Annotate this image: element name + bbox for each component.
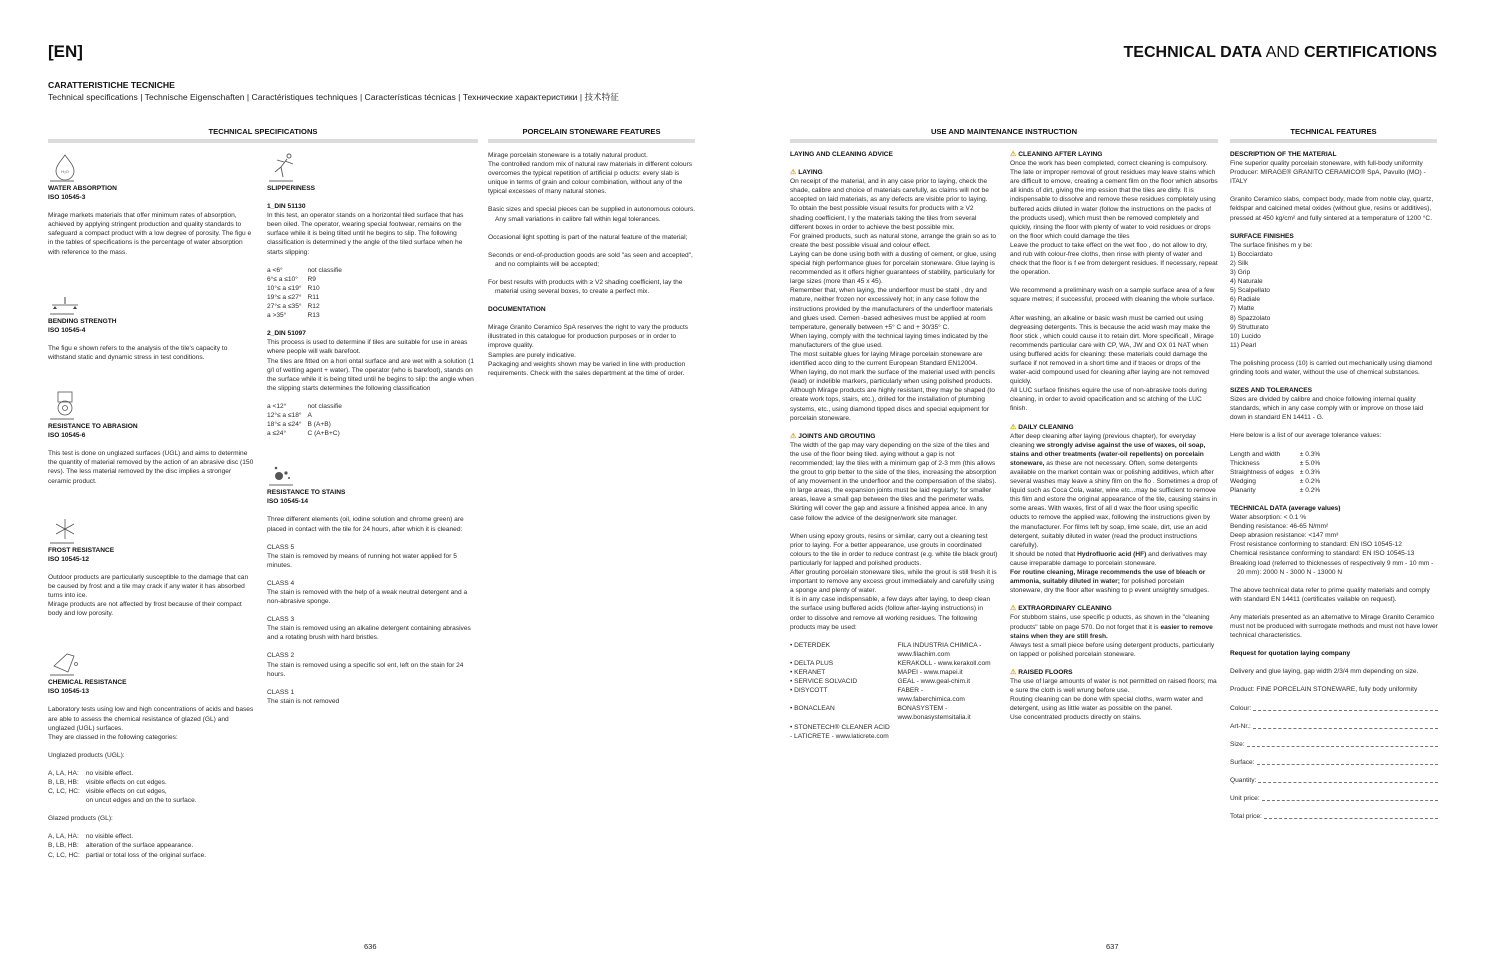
table-cell: KERAKOLL - www.kerakoll.com xyxy=(897,659,991,667)
table-row xyxy=(790,659,998,668)
paragraph: CLASS 1 The stain is not removed xyxy=(267,688,340,705)
table-cell: visible effects on cut edges, on uncut edges and on the to surface. xyxy=(85,788,197,805)
text: For stubborn stains, use specific p oducts, as shown in the "cleaning products" table on page 570. Do not forget that it is xyxy=(1010,614,1210,631)
section-header-use-maintenance: USE AND MAINTENANCE INSTRUCTION xyxy=(930,127,1078,136)
table-cell: Wedging xyxy=(1230,477,1256,485)
warning-heading xyxy=(790,432,998,441)
text: After deep cleaning after laying (previous chapter), for everyday cleaning xyxy=(1010,432,1196,449)
form-field-label: Surface: xyxy=(1230,758,1255,766)
warning-icon: ⚠ xyxy=(1010,423,1017,431)
table-cell: visible effects on cut edges. xyxy=(85,779,167,786)
form-field-label: Colour: xyxy=(1230,704,1252,712)
table-cell: GEAL - www.geal-chim.it xyxy=(897,678,971,686)
bold-text: For routine cleaning, Mirage recommends the use of bleach or ammonia, suitably diluted in water; xyxy=(1010,569,1206,586)
heading: 2_DIN 51097 xyxy=(267,330,306,338)
table-cell: a ≤24° xyxy=(267,430,287,438)
paragraph: CLASS 5 The stain is removed by means of running hot water applied for 5 minutes. xyxy=(267,543,457,569)
form-field-line xyxy=(1264,812,1438,819)
table-row xyxy=(48,769,203,778)
heading: LAYING AND CLEANING ADVICE xyxy=(790,151,893,158)
warning-icon: ⚠ xyxy=(1010,668,1017,676)
paragraph: The polishing process (10) is carried out mechanically using diamond grinding tools and water, without the use of chemical substances. xyxy=(1230,359,1432,376)
text: Always test a small piece before using detergent products, particularly on lapped or polished porcelain stoneware. xyxy=(1010,641,1215,658)
paragraph xyxy=(1010,613,1218,658)
table-cell: ± 0.3% xyxy=(1299,468,1321,476)
table-cell: MAPEI - www.mapei.it xyxy=(897,668,963,676)
table-row xyxy=(267,293,348,302)
heading: TECHNICAL DATA (average values) xyxy=(1230,505,1341,512)
warning-heading-label: DAILY CLEANING xyxy=(1018,423,1074,431)
table-cell: FABER - www.faberchimica.com xyxy=(897,687,965,704)
heading: SURFACE FINISHES xyxy=(1230,232,1294,240)
paragraph: Delivery and glue laying, gap width 2/3/4 mm depending on size. xyxy=(1230,668,1419,676)
form-field-line xyxy=(1257,758,1438,765)
table-cell: • DETERDEK xyxy=(790,641,831,649)
paragraph: Any materials presented as an alternative to Mirage Granito Ceramico must not be produced with surrogate methods and must not have lower technical characteristics. xyxy=(1230,613,1438,640)
value-table xyxy=(267,266,348,321)
form-field-label: Art-Nr.: xyxy=(1230,722,1251,730)
table-cell: not classifie xyxy=(307,266,342,274)
table-cell: C, LC, HC: xyxy=(48,788,80,796)
table-cell: 12°≤ a ≤18° xyxy=(267,411,302,419)
table-row xyxy=(267,311,348,320)
table-cell: a <12° xyxy=(267,402,287,410)
form-field-line xyxy=(1262,794,1438,801)
divider xyxy=(790,139,1218,143)
warning-icon: ⚠ xyxy=(790,169,797,177)
paragraph: Glazed products (GL): xyxy=(48,815,113,823)
bold-text: easier to remove stains when they are still fresh. xyxy=(1010,623,1213,640)
stain-icon xyxy=(267,456,301,486)
table-cell: a <6° xyxy=(267,266,283,274)
section-header-technical-specifications: TECHNICAL SPECIFICATIONS xyxy=(208,127,318,136)
table-cell: no visible effect. xyxy=(85,769,134,777)
snowflake-icon xyxy=(48,514,82,544)
column-laying-advice xyxy=(790,150,998,741)
table-row xyxy=(267,275,348,284)
text: for polished porcelain stoneware, dry the floor after washing to p event unsightly smudges. xyxy=(1010,578,1210,595)
bullet-list xyxy=(488,205,696,296)
list-item: Breaking load (referred to thicknesses of respectively 9 mm - 10 mm - 20 mm): 2000 N - 3000 N - 13000 N xyxy=(1230,559,1434,576)
paragraph: Granito Ceramico slabs, compact body, made from noble clay, quartz, feldspar and calcined metal oxides (without glue, resins or additives), pressed at 450 kg/cm² and fully sintered at a temperature of 1200 °C. xyxy=(1230,196,1434,222)
paragraph: The above technical data refer to prime quality materials and comply with standard EN 14411 (certificates vailable on request). xyxy=(1230,586,1430,603)
table-row xyxy=(790,723,998,741)
bending-strength-icon xyxy=(48,285,82,315)
table-cell: • DISYCOTT xyxy=(790,687,828,695)
table-cell: R10 xyxy=(307,284,320,292)
warning-heading xyxy=(1010,150,1218,159)
table-row xyxy=(48,832,212,841)
bold-text: Hydrofluoric acid (HF) xyxy=(1077,550,1147,558)
table-cell: ± 0.2% xyxy=(1299,477,1321,485)
paragraph: Product: FINE PORCELAIN STONEWARE, fully body uniformity xyxy=(1230,686,1418,694)
language-label: [EN] xyxy=(48,42,83,61)
heading: Request for quotation laying company xyxy=(1230,650,1351,658)
table-cell: a >35° xyxy=(267,312,287,320)
warning-heading-label: LAYING xyxy=(798,169,823,177)
warning-heading xyxy=(1010,668,1218,677)
value-table xyxy=(267,402,348,438)
paragraph: Mirage markets materials that offer minimum rates of absorption, achieved by applying stringent production and quality standards to safeguard a compact product with a low degree of porosity. The figu e in the tables of specifications is the percentage of water absorption with reference to the mass. xyxy=(48,212,252,256)
heading: FROST RESISTANCE ISO 10545-12 xyxy=(48,546,115,563)
warning-icon: ⚠ xyxy=(1010,605,1017,613)
table-cell: C, LC, HC: xyxy=(48,851,80,859)
paragraph: Mirage porcelain stoneware is a totally natural product. The controlled random mix of natural raw materials in different colours overcomes the typical repetition of artificial p oducts: every slab is unique in terms of grain and colour combination, without any of the typical excesses of many natural stones. xyxy=(488,152,693,196)
warning-heading-label: CLEANING AFTER LAYING xyxy=(1018,151,1103,158)
text: and derivatives may cause irreparable damage to porcelain stoneware. xyxy=(1010,550,1207,567)
title-part-1: TECHNICAL DATA xyxy=(1123,44,1263,61)
table-row xyxy=(790,641,998,659)
table-cell: ± 5.0% xyxy=(1299,459,1321,467)
list-item: Chemical resistance conforming to standard: EN ISO 10545-13 xyxy=(1230,550,1415,558)
table-row xyxy=(1230,459,1326,468)
table-row xyxy=(48,787,203,805)
paragraph: CLASS 2 The stain is removed using a specific sol ent, left on the stain for 24 hours. xyxy=(267,652,464,678)
value-table xyxy=(48,832,212,859)
warning-heading xyxy=(1010,604,1218,613)
translations-line: Technical specifications | Technische Eigenschaften | Caractéristiques techniques | Características técnicas | Технические характеристики | 技术特征 xyxy=(48,92,619,102)
form-field xyxy=(1230,794,1438,803)
heading: BENDING STRENGTH ISO 10545-4 xyxy=(48,317,117,334)
table-cell xyxy=(897,723,998,741)
table-cell: B (A+B) xyxy=(307,421,331,429)
table-cell: ± 0.3% xyxy=(1299,450,1321,458)
paragraph: Mirage Granito Ceramico SpA reserves the right to vary the products illustrated in this catalogue for production purposes or in order to improve quality. Samples are purely indicative. Packaging and weights shown may be varied in line with production requirements. Check with the sales department at the time of order. xyxy=(488,324,689,377)
table-row xyxy=(48,841,212,850)
list-item: Deep abrasion resistance: <147 mm³ xyxy=(1230,532,1339,540)
table-row xyxy=(267,429,348,438)
table-cell: • SERVICE SOLVACID xyxy=(790,678,858,686)
table-cell: 19°≤ a ≤27° xyxy=(267,293,302,301)
heading: DOCUMENTATION xyxy=(488,306,546,314)
heading: SIZES AND TOLERANCES xyxy=(1230,387,1313,395)
warning-icon: ⚠ xyxy=(1010,151,1017,158)
heading: RESISTANCE TO ABRASION ISO 10545-6 xyxy=(48,423,138,440)
title-part-3: CERTIFICATIONS xyxy=(1303,44,1437,61)
heading: RESISTANCE TO STAINS ISO 10545-14 xyxy=(267,489,346,506)
table-cell: Length and width xyxy=(1230,450,1281,458)
table-cell: 18°≤ a ≤24° xyxy=(267,421,302,429)
table-cell: R13 xyxy=(307,312,320,320)
column-technical-features xyxy=(1230,150,1438,821)
table-cell: 10°≤ a ≤19° xyxy=(267,284,302,292)
column-porcelain-features xyxy=(488,151,696,378)
paragraph: Once the work has been completed, correct cleaning is compulsory. The late or improper removal of grout residues may leave stains which are difficult to emove, creating a cement film on the floor which absorbs all kinds of dirt, giving the imp ession that the tiles are dirty. It is indispensable to dissolve and remove these residues completely using buffered acids diluted in water (follow the instructions on the packs of the products used), which must then be removed completely and quickly, rinsing the floor with plenty of water to void residues or drops on the floor which could damage the tiles Leave the product to take effect on the wet floo , do not allow to dry, and rub with colour-free cloths, then rinse with plenty of water and check that the floor is f ee from detergent residues. If necessary, repeat the operation. xyxy=(1010,160,1218,277)
section-header-technical-features: TECHNICAL FEATURES xyxy=(1290,127,1377,136)
water-drop-icon xyxy=(48,152,82,182)
heading: SLIPPERINESS xyxy=(267,185,316,192)
table-cell: • DELTA PLUS xyxy=(790,659,834,667)
table-cell: A xyxy=(307,411,312,419)
list-item: Water absorption: < 0.1 % xyxy=(1230,514,1307,522)
table-row xyxy=(790,704,998,722)
form-field-label: Size: xyxy=(1230,740,1245,748)
table-cell: FILA INDUSTRIA CHIMICA - www.filachim.com xyxy=(897,641,982,658)
table-cell: no visible effect. xyxy=(85,833,134,841)
column-technical-specs-right xyxy=(267,152,475,706)
table-row xyxy=(48,778,203,787)
table-row xyxy=(267,284,348,293)
paragraph: Three different elements (oil, iodine solution and chrome green) are placed in contact with the tile for 24 hours, after which it is cleaned: xyxy=(267,516,464,533)
table-cell: • KERANET xyxy=(790,668,826,676)
paragraph: The width of the gap may vary depending on the size of the tiles and the use of the floor being tiled. aying without a gap is not recommended; lay the tiles with a minimum gap of 2-3 mm (this allows the grout to grip better to the side of the tiles, increasing the absorption of any movement in the underfloor and the compensation of the slabs). In large areas, the expansion joints must be laid regularly; for smaller areas, leave a small gap between the tiles and the perimeter walls. Skirting will cover the gap and assure a finished appea ance. In any case follow the advice of the designer/work site manager. xyxy=(790,441,997,522)
paragraph: The surface finishes m y be: 1) Bocciardato 2) Silk 3) Grip 4) Naturale 5) Scalpellato 6) Radiale 7) Matte 8) Spazzolato 9) Strutturato 10) Lucido 11) Pearl xyxy=(1230,241,1313,349)
paragraph: The use of large amounts of water is not permitted on raised floors; ma e sure the cloth is well wrung before use. Routing cleaning can be done with special cloths, warm water and detergent, using as little water as possible on the panel. Use concentrated products directly on stains. xyxy=(1010,677,1217,722)
paragraph: Sizes are divided by calibre and choice following internal quality standards, which in any case comply with or improve on those laid down in standard EN 14411 - G. xyxy=(1230,396,1424,422)
value-table xyxy=(790,641,998,741)
table-row xyxy=(267,420,348,429)
table-row xyxy=(267,266,348,275)
table-row xyxy=(1230,468,1326,477)
table-row xyxy=(1230,486,1326,495)
column-technical-specs-left xyxy=(48,152,256,860)
paragraph: This process is used to determine if tiles are suitable for use in areas where people will walk barefoot. The tiles are fitted on a hori ontal surface and are wet with a solution (1 g/l of wetting agent + water). The operator (who is barefoot), stands on the surface while it is being tilted until he begins to slip: the angle when the slipping starts determines the following classification xyxy=(267,339,475,392)
table-cell: R11 xyxy=(307,293,320,301)
section-header-porcelain-features: PORCELAIN STONEWARE FEATURES xyxy=(522,127,661,136)
table-row xyxy=(1230,477,1326,486)
list-item: Seconds or end-of-production goods are sold "as seen and accepted", and no complaints will be accepted; xyxy=(488,251,693,268)
heading: CHEMICAL RESISTANCE ISO 10545-13 xyxy=(48,679,127,696)
heading: 1_DIN 51130 xyxy=(267,203,306,211)
page-title xyxy=(1124,44,1437,62)
form-field-line xyxy=(1258,776,1438,783)
paragraph: Here below is a list of our average tolerance values: xyxy=(1230,432,1382,440)
paragraph: CLASS 4 The stain is removed with the help of a weak neutral detergent and a non-abrasive sponge. xyxy=(267,579,468,606)
paragraph: The figu e shown refers to the analysis of the tile's capacity to withstand static and dynamic stress in test conditions. xyxy=(48,344,228,361)
table-cell: R12 xyxy=(307,303,320,311)
paragraph: Laboratory tests using low and high concentrations of acids and bases are able to assess the chemical resistance of glazed (GL) and unglazed (UGL) surfaces. They are classed in the following categories: xyxy=(48,706,254,741)
form-field xyxy=(1230,776,1438,785)
heading: WATER ABSORPTION ISO 10545-3 xyxy=(48,185,117,202)
list-item: Occasional light spotting is part of the natural feature of the material; xyxy=(488,233,688,241)
title-part-2: AND xyxy=(1262,44,1304,61)
form-field-line xyxy=(1253,722,1438,729)
value-table xyxy=(48,769,203,805)
paragraph: This test is done on unglazed surfaces (UGL) and aims to determine the quantity of material removed by the action of an abrasive disc (150 revs). The less material removed by the disc implies a stronger ceramic product. xyxy=(48,450,254,485)
form-field xyxy=(1230,812,1438,821)
table-cell: Planarity xyxy=(1230,486,1256,494)
form-field-line xyxy=(1253,704,1438,711)
table-cell: C (A+B+C) xyxy=(307,430,340,438)
paragraph: CLASS 3 The stain is removed using an alkaline detergent containing abrasives and a rotating brush with hard bristles. xyxy=(267,616,471,642)
table-cell: Straightness of edges xyxy=(1230,468,1294,476)
table-row xyxy=(1230,450,1326,459)
divider xyxy=(1230,139,1437,143)
table-cell: A, LA, HA: xyxy=(48,833,79,841)
table-cell: 6°≤ a ≤10° xyxy=(267,275,298,283)
table-cell: not classifie xyxy=(307,402,342,410)
form-field-label: Total price: xyxy=(1230,813,1262,821)
table-row xyxy=(790,686,998,704)
list-item: Bending resistance: 46-65 N/mm² xyxy=(1230,523,1329,531)
divider xyxy=(48,139,478,143)
paragraph: Fine superior quality porcelain stoneware, with full-body uniformity Producer: MIRAGE® GRANITO CERAMICO® SpA, Pavullo (MO) - ITALY xyxy=(1230,160,1426,186)
divider xyxy=(488,139,695,143)
table-cell: Thickness xyxy=(1230,459,1260,467)
table-cell: B, LB, HB: xyxy=(48,842,79,850)
form-field xyxy=(1230,740,1438,749)
svg-text:H₂O: H₂O xyxy=(61,169,69,174)
page-number-right: 637 xyxy=(1106,942,1119,951)
table-cell: alteration of the surface appearance. xyxy=(85,842,194,850)
form-field-label: Quantity: xyxy=(1230,776,1257,784)
table-row xyxy=(790,677,998,686)
list-item: Frost resistance conforming to standard: EN ISO 10545-12 xyxy=(1230,541,1402,549)
table-cell: partial or total loss of the original surface. xyxy=(85,851,207,859)
paragraph: We recommend a preliminary wash on a sample surface area of a few square metres; if successful, proceed with cleaning the whole surface. xyxy=(1010,287,1215,304)
paragraph: Unglazed products (UGL): xyxy=(48,751,125,759)
warning-heading xyxy=(790,168,998,177)
table-row xyxy=(48,851,212,860)
form-field xyxy=(1230,704,1438,713)
form-field xyxy=(1230,758,1438,767)
form-field-label: Unit price: xyxy=(1230,794,1260,802)
heading: DESCRIPTION OF THE MATERIAL xyxy=(1230,151,1337,158)
paragraph: When using epoxy grouts, resins or similar, carry out a cleaning test prior to laying. For a better appearance, use grouts in coordinated colours to the tile in order to reduce contrast (e.g. white tile black grout) particularly for lapped and polished products. After grouting porcelain stoneware tiles, while the grout is still fresh it is important to remove any excess grout immediately and carefully using a sponge and plenty of water. It is in any case indispensable, a few days after laying, to deep clean the surface using buffered acids (follow after-laying instructions) in order to dissolve and remove all working residues. The following products may be used: xyxy=(790,532,998,631)
table-cell: B, LB, HB: xyxy=(48,779,79,786)
warning-icon: ⚠ xyxy=(790,432,797,440)
bullet-list xyxy=(1230,513,1438,577)
value-table xyxy=(1230,450,1326,495)
table-row xyxy=(790,668,998,677)
flask-icon xyxy=(48,646,82,676)
table-row xyxy=(267,411,348,420)
table-cell: R9 xyxy=(307,275,316,283)
table-cell: A, LA, HA: xyxy=(48,769,79,777)
bold-text: we strongly advise against the use of waxes, oil soap, stains and other treatments (water-oil repellents) on porcelain stoneware, xyxy=(1010,441,1206,467)
page-number-left: 636 xyxy=(364,942,377,951)
table-row xyxy=(267,402,348,411)
form-field xyxy=(1230,722,1438,731)
warning-heading-label: RAISED FLOORS xyxy=(1018,668,1073,676)
table-row xyxy=(267,302,348,311)
subtitle: CARATTERISTICHE TECNICHE xyxy=(48,80,175,90)
paragraph: In this test, an operator stands on a horizontal tiled surface that has been oiled. The operator, wearing special footwear, remains on the surface while it is being tilted until he begins to slip. The following classification is determined y the angle of the tiled surface when he starts slipping: xyxy=(267,212,464,256)
warning-heading-label: JOINTS AND GROUTING xyxy=(798,432,876,440)
column-cleaning xyxy=(1010,150,1218,722)
table-cell: ± 0.2% xyxy=(1299,486,1321,494)
list-item: Basic sizes and special pieces can be supplied in autonomous colours. Any small variations in calibre fall within legal tolerances. xyxy=(488,206,696,223)
text: as these are not necessary. Often, some detergents available on the market contain wax or polishing additives, which after several washes may leave a shiny film on the flo . Sometimes a drop of liquid such as Coca Cola, water, wine etc...may be sufficient to remove this film and estore the original appearance of the tile, causing stains in some areas. With waxes, first of all d wax the floor using specific oducts to remove the applied wax, following the instructions given by the manufacturer. For films left by soap, lime scale, dirt, use an acid detergent, suitably diluted in water (read the product instructions carefully). It should be noted that xyxy=(1010,459,1218,558)
warning-heading xyxy=(1010,423,1218,432)
list-item: For best results with products with ≥ V2 shading coefficient, lay the material using several boxes, to create a perfect mix. xyxy=(488,278,683,296)
paragraph: On receipt of the material, and in any case prior to laying, check the shade, calibre and choice of materials carefully, as claims will not be accepted on laid materials, as any defects are visible prior to laying. To obtain the best possible visual results for products with ≥ V2 shading coefficient, l y the materials taking the tiles from several different boxes in order to achieve the best possible mix. For grained products, such as natural stone, arrange the grain so as to create the best possible visual and colour effect. Laying can be done using both with a dusting of cement, or glue, using special high performance glues for porcelain stoneware. Glue laying is recommended as it offers higher guarantees of stability, particularly for large sizes (more than 45 x 45). Remember that, when laying, the underfloor must be stabl , dry and mature, neither frozen nor excessively hot; in any case follow the instructions provided by the manufacturers of the underfloor materials and glues used. Cemen -based adhesives must be applied at room temperature, generally between +5° C and + 30/35° C. When laying, comply with the technical laying times indicated by the manufacturers of the glue used. The most suitable glues for laying Mirage porcelain stoneware are identified acco ding to the current European Standard EN12004. When laying, do not mark the surface of the material used with pencils (lead) or indelible markers, particularly when using polished products. Although Mirage products are highly resistant, they may be shaped (to create work tops, stairs, etc.), drilled for the installation of plumbing systems, etc., using diamond tipped discs and special equipment for porcelain stoneware. xyxy=(790,178,997,422)
paragraph: After washing, an alkaline or basic wash must be carried out using degreasing detergents. This is because the acid wash may make the floor stick , which could cause it to retain dirt. More specificall , Mirage recommends particular care with CP, WA, JW and OX 01 NAT when using buffered acids for cleaning: these materials could damage the surface if not removed in a short time and if traces or drops of the water-acid compound used for cleaning after laying are not removed quickly. All LUC surface finishes equire the use of non-abrasive tools during cleaning, in order to avoid opacification and sc atching of the LUC finish. xyxy=(1010,314,1214,413)
form-field-line xyxy=(1247,740,1438,747)
table-cell: 27°≤ a ≤35° xyxy=(267,303,302,311)
abrasion-icon xyxy=(48,390,82,420)
warning-heading-label: EXTRAORDINARY CLEANING xyxy=(1018,605,1112,613)
table-cell: • STONETECH® CLEANER ACID - LATICRETE - www.laticrete.com xyxy=(790,723,890,740)
paragraph xyxy=(1010,432,1218,596)
slipping-person-icon xyxy=(267,152,301,182)
table-cell: BONASYSTEM - www.bonasystemsitalia.it xyxy=(897,705,971,722)
paragraph: Outdoor products are particularly susceptible to the damage that can be caused by frost and a tile may crack if any water it has absorbed turns into ice. Mirage products are not affected by frost because of their compact body and low porosity. xyxy=(48,573,249,618)
table-cell: • BONACLEAN xyxy=(790,705,835,713)
